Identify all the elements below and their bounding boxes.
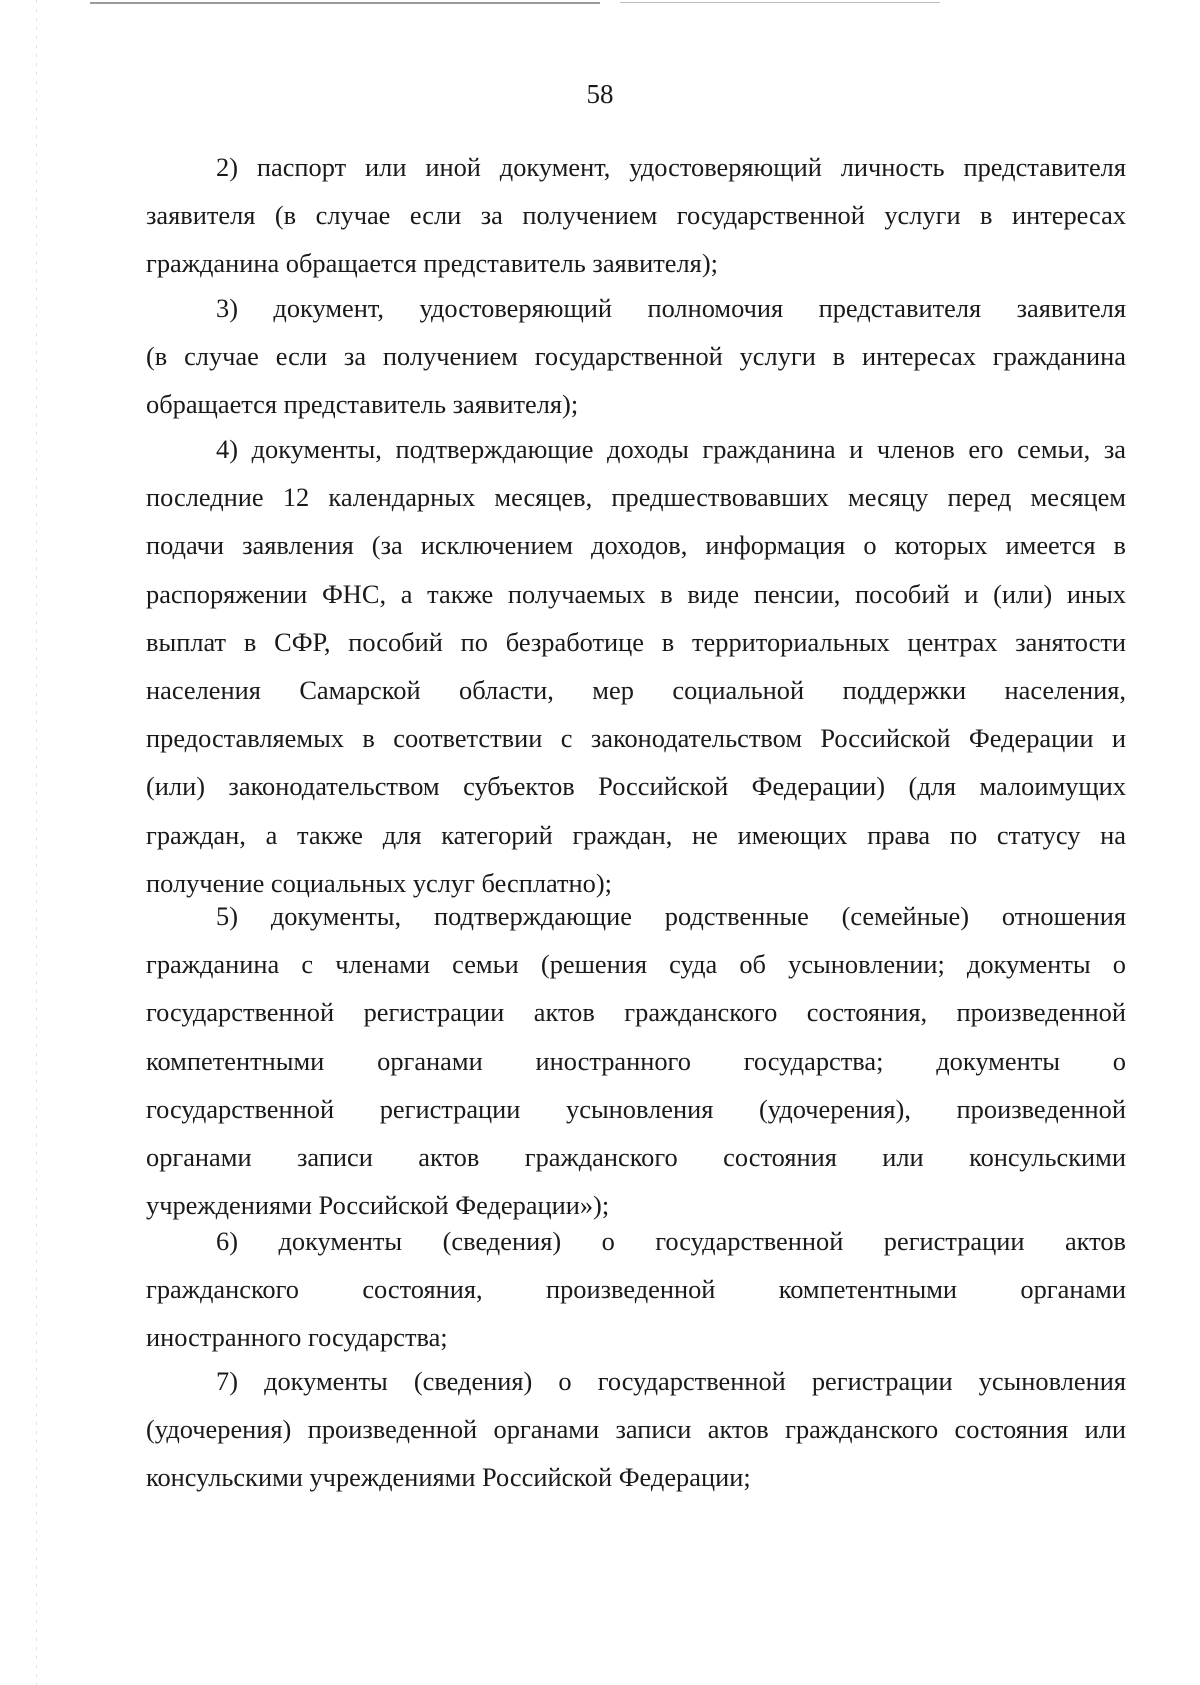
- paragraph-line: гражданина обращается представитель заявителя);: [146, 248, 718, 279]
- paragraph-line: консульскими учреждениями Российской Федерации;: [146, 1462, 751, 1493]
- paragraph-line: государственной регистрации актов гражданского состояния, произведенной: [146, 997, 1126, 1028]
- paragraph-line: 5) документы, подтверждающие родственные (семейные) отношения: [216, 901, 1126, 931]
- paragraph-line: получение социальных услуг бесплатно);: [146, 867, 612, 898]
- paragraph-line: гражданского состояния, произведенной компетентными органами: [146, 1274, 1126, 1305]
- paragraph-line: заявителя (в случае если за получением государственной услуги в интересах: [146, 200, 1126, 231]
- paragraph-line: 4) документы, подтверждающие доходы гражданина и членов его семьи, за: [216, 434, 1126, 464]
- paragraph-line: органами записи актов гражданского состояния или консульскими: [146, 1141, 1126, 1172]
- paragraph-line: выплат в СФР, пособий по безработице в территориальных центрах занятости: [146, 626, 1126, 657]
- page-number: 58: [586, 79, 614, 109]
- top-scan-line-secondary: [620, 2, 940, 3]
- paragraph-item-3: [146, 284, 1126, 429]
- paragraph-line: последние 12 календарных месяцев, предшествовавших месяцу перед месяцем: [146, 482, 1126, 513]
- paragraph-line: граждан, а также для категорий граждан, не имеющих права по статусу на: [146, 819, 1126, 850]
- paragraph-item-2: [146, 143, 1126, 288]
- paragraph-line: (в случае если за получением государственной услуги в интересах гражданина: [146, 341, 1126, 372]
- paragraph-line: предоставляемых в соответствии с законодательством Российской Федерации и: [146, 723, 1126, 754]
- top-scan-line: [90, 2, 600, 4]
- paragraph-line: обращается представитель заявителя);: [146, 389, 579, 420]
- paragraph-line: 7) документы (сведения) о государственной регистрации усыновления: [216, 1366, 1126, 1396]
- paragraph-line: распоряжении ФНС, а также получаемых в виде пенсии, пособий и (или) иных: [146, 578, 1126, 609]
- paragraph-line: подачи заявления (за исключением доходов, информация о которых имеется в: [146, 530, 1126, 561]
- paragraph-line: иностранного государства;: [146, 1322, 448, 1353]
- paragraph-item-7: [146, 1357, 1126, 1502]
- paragraph-line: (или) законодательством субъектов Российской Федерации) (для малоимущих: [146, 771, 1126, 802]
- paragraph-line: 3) документ, удостоверяющий полномочия представителя заявителя: [216, 293, 1126, 323]
- paragraph-line: населения Самарской области, мер социальной поддержки населения,: [146, 674, 1126, 705]
- scan-edge-mark: [36, 0, 37, 1685]
- paragraph-line: 2) паспорт или иной документ, удостоверяющий личность представителя: [216, 152, 1126, 182]
- paragraph-line: компетентными органами иностранного государства; документы о: [146, 1045, 1126, 1076]
- paragraph-item-5: [146, 892, 1126, 1229]
- paragraph-line: учреждениями Российской Федерации»);: [146, 1190, 610, 1221]
- paragraph-item-4: [146, 425, 1126, 907]
- paragraph-line: гражданина с членами семьи (решения суда об усыновлении; документы о: [146, 949, 1126, 980]
- paragraph-line: 6) документы (сведения) о государственной регистрации актов: [216, 1226, 1126, 1256]
- paragraph-line: (удочерения) произведенной органами записи актов гражданского состояния или: [146, 1414, 1126, 1445]
- paragraph-line: государственной регистрации усыновления (удочерения), произведенной: [146, 1093, 1126, 1124]
- paragraph-item-6: [146, 1217, 1126, 1362]
